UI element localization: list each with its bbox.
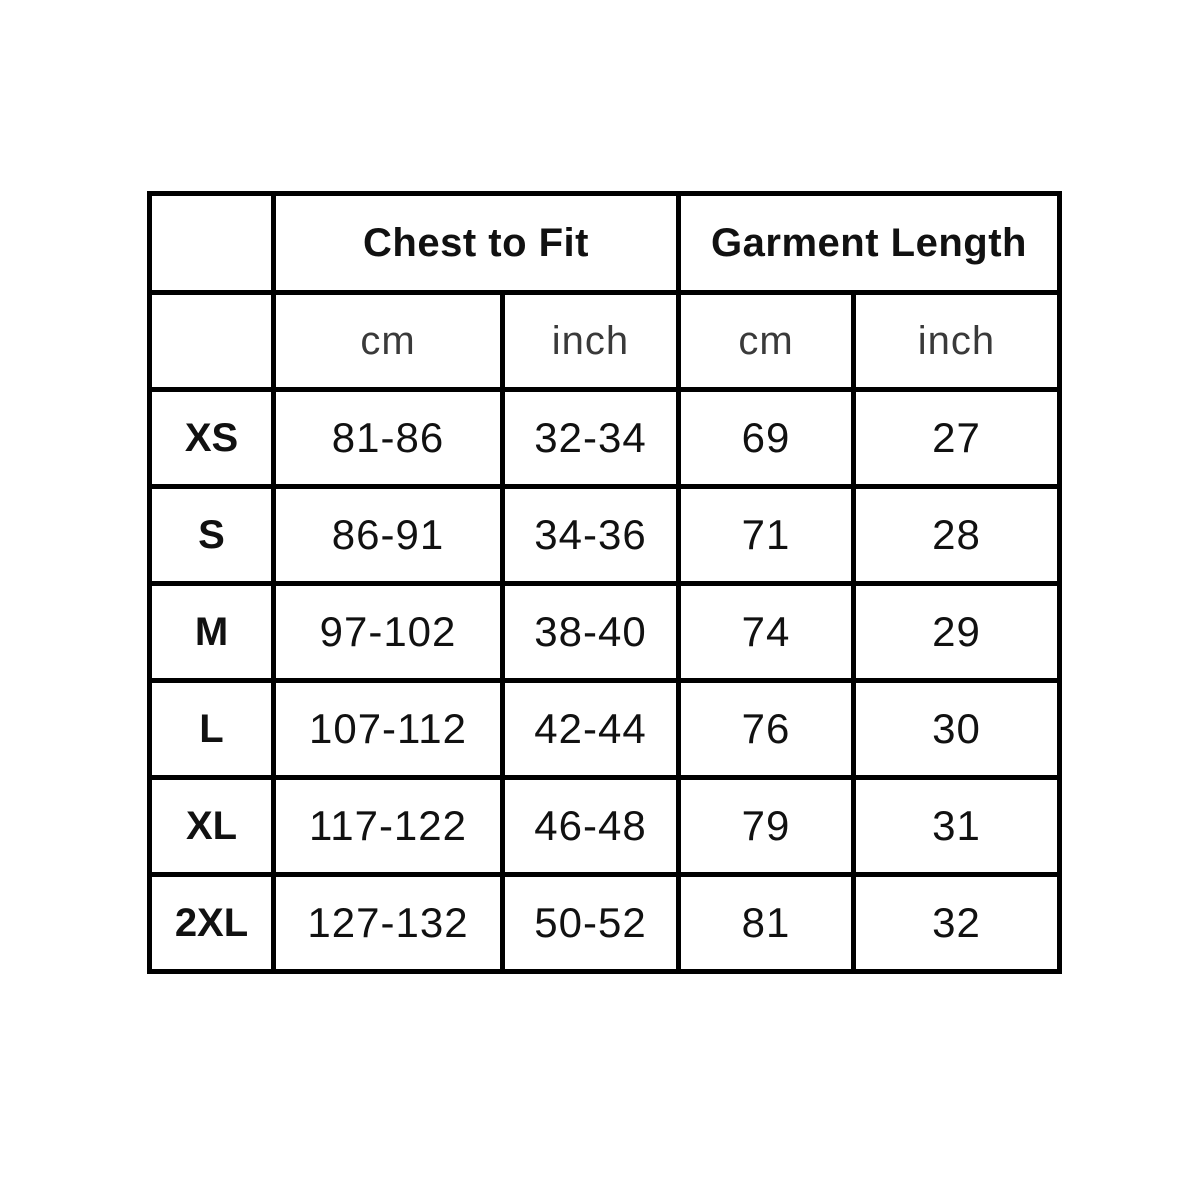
value-cell: 79 (679, 778, 854, 875)
column-group-header-row (150, 194, 1060, 293)
size-row-xs (150, 390, 1060, 487)
column-group-garment-length: Garment Length (679, 194, 1060, 293)
value-cell: 76 (679, 681, 854, 778)
value-cell: 31 (854, 778, 1060, 875)
spacer-cell (150, 293, 274, 390)
unit-header-chest-inch: inch (503, 293, 679, 390)
value-cell: 50-52 (503, 875, 679, 972)
value-cell: 32-34 (503, 390, 679, 487)
size-label: S (150, 487, 274, 584)
value-cell: 81 (679, 875, 854, 972)
unit-header-chest-cm: cm (274, 293, 503, 390)
unit-header-row (150, 293, 1060, 390)
size-row-s (150, 487, 1060, 584)
value-cell: 30 (854, 681, 1060, 778)
value-cell: 46-48 (503, 778, 679, 875)
value-cell: 34-36 (503, 487, 679, 584)
value-cell: 27 (854, 390, 1060, 487)
value-cell: 29 (854, 584, 1060, 681)
size-label: M (150, 584, 274, 681)
size-label: L (150, 681, 274, 778)
size-row-l (150, 681, 1060, 778)
size-row-2xl (150, 875, 1060, 972)
unit-header-length-inch: inch (854, 293, 1060, 390)
size-label: XL (150, 778, 274, 875)
value-cell: 86-91 (274, 487, 503, 584)
value-cell: 97-102 (274, 584, 503, 681)
value-cell: 69 (679, 390, 854, 487)
value-cell: 32 (854, 875, 1060, 972)
value-cell: 71 (679, 487, 854, 584)
size-chart-table (147, 191, 1062, 974)
size-label: XS (150, 390, 274, 487)
value-cell: 127-132 (274, 875, 503, 972)
spacer-cell (150, 194, 274, 293)
value-cell: 117-122 (274, 778, 503, 875)
size-row-m (150, 584, 1060, 681)
value-cell: 28 (854, 487, 1060, 584)
size-label: 2XL (150, 875, 274, 972)
value-cell: 42-44 (503, 681, 679, 778)
unit-header-length-cm: cm (679, 293, 854, 390)
value-cell: 107-112 (274, 681, 503, 778)
value-cell: 38-40 (503, 584, 679, 681)
size-row-xl (150, 778, 1060, 875)
column-group-chest-to-fit: Chest to Fit (274, 194, 679, 293)
value-cell: 81-86 (274, 390, 503, 487)
value-cell: 74 (679, 584, 854, 681)
